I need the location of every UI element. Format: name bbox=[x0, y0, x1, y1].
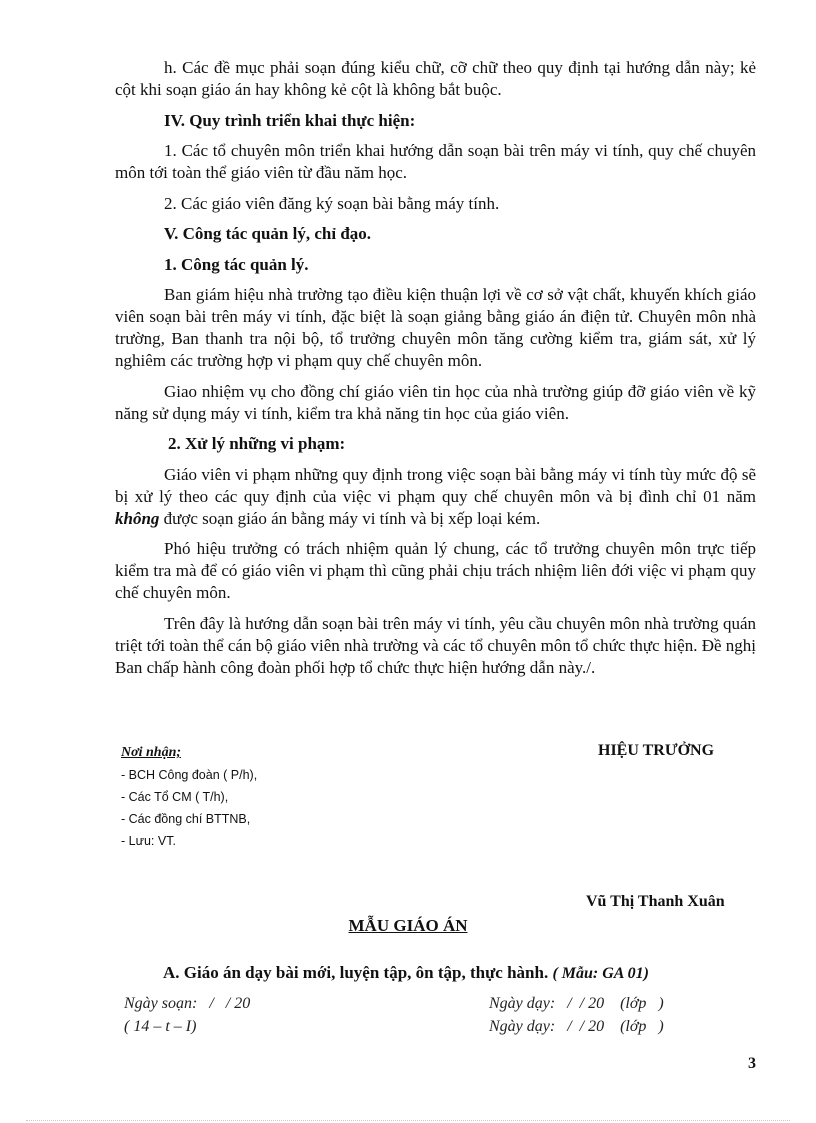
week-code: ( 14 – t – I) bbox=[124, 1018, 197, 1035]
violations-text-after: được soạn giáo án bằng máy vi tính và bị xếp loại kém. bbox=[159, 508, 541, 528]
paragraph-violations bbox=[115, 464, 756, 530]
page-bottom-divider bbox=[26, 1120, 790, 1121]
heading-v-2: 2. Xử lý những vi phạm: bbox=[168, 434, 346, 453]
heading-iv: IV. Quy trình triển khai thực hiện: bbox=[164, 110, 416, 130]
form-title: MẪU GIÁO ÁN bbox=[348, 916, 468, 935]
recipient-item: - Các Tổ CM ( T/h), bbox=[121, 790, 229, 804]
ngay-day-field: Ngày dạy: / / 20 (lớp ) bbox=[489, 1018, 664, 1035]
page-number: 3 bbox=[748, 1055, 756, 1072]
recipient-item: - Lưu: VT. bbox=[121, 834, 176, 848]
paragraph-iv-2: 2. Các giáo viên đăng ký soạn bài bằng máy tính. bbox=[164, 193, 500, 213]
form-section-a bbox=[163, 963, 649, 983]
form-section-a-code: ( Mẫu: GA 01) bbox=[552, 965, 649, 982]
signer-title: HIỆU TRƯỞNG bbox=[598, 742, 715, 759]
paragraph-it-teacher: Giao nhiệm vụ cho đồng chí giáo viên tin học của nhà trường giúp đỡ giáo viên về kỹ năng sử dụng máy vi tính, kiểm tra khả năng tin học của giáo viên. bbox=[115, 381, 756, 423]
paragraph-vice-principal: Phó hiệu trưởng có trách nhiệm quản lý chung, các tổ trưởng chuyên môn trực tiếp kiểm tra mà để có giáo viên vi phạm thì cũng phải chịu trách nhiệm liên đới việc vi phạm quy chế chuyên môn. bbox=[115, 539, 756, 602]
recipient-item: - Các đồng chí BTTNB, bbox=[121, 812, 251, 826]
ngay-day-field: Ngày dạy: / / 20 (lớp ) bbox=[489, 995, 664, 1012]
paragraph-iv-1: 1. Các tổ chuyên môn triển khai hướng dẫn soạn bài trên máy vi tính, quy chế chuyên môn tới toàn thể giáo viên từ đầu năm học. bbox=[115, 141, 756, 182]
heading-v: V. Công tác quản lý, chỉ đạo. bbox=[164, 224, 372, 243]
signer-name: Vũ Thị Thanh Xuân bbox=[586, 893, 725, 910]
ngay-soan-field: Ngày soạn: / / 20 bbox=[124, 995, 251, 1012]
recipients-title: Nơi nhận; bbox=[121, 745, 182, 760]
paragraph-h: h. Các đề mục phải soạn đúng kiểu chữ, cỡ chữ theo quy định tại hướng dẫn này; kẻ cột khi soạn giáo án hay không kẻ cột là không bắt buộc. bbox=[115, 58, 756, 99]
form-section-a-title: A. Giáo án dạy bài mới, luyện tập, ôn tập, thực hành. bbox=[163, 963, 549, 982]
recipients-block bbox=[121, 742, 257, 852]
violations-emphasis: không bbox=[115, 508, 160, 528]
heading-v-1: 1. Công tác quản lý. bbox=[164, 254, 309, 274]
paragraph-management: Ban giám hiệu nhà trường tạo điều kiện thuận lợi về cơ sở vật chất, khuyến khích giáo viên soạn bài trên máy vi tính, đặc biệt là soạn giảng bằng giáo án điện tử. Chuyên môn nhà trường, Ban thanh tra nội bộ, tổ trưởng chuyên môn tăng cường kiểm tra, giám sát, xử lý nghiêm các trường hợp vi phạm quy chế chuyên môn. bbox=[115, 285, 756, 370]
recipient-item: - BCH Công đoàn ( P/h), bbox=[121, 768, 258, 782]
violations-text-before: Giáo viên vi phạm những quy định trong việc soạn bài bằng máy vi tính tùy mức độ sẽ bị xử lý theo các quy định của việc vi phạm quy chế chuyên môn và bị đình chỉ 01 năm bbox=[115, 464, 756, 506]
paragraph-closing: Trên đây là hướng dẫn soạn bài trên máy vi tính, yêu cầu chuyên môn nhà trường quán triệt tới toàn thể cán bộ giáo viên nhà trường và các tổ chuyên môn tổ chức thực hiện. Đề nghị Ban chấp hành công đoàn phối hợp tổ chức thực hiện hướng dẫn này./. bbox=[115, 613, 756, 677]
document-body bbox=[115, 57, 756, 687]
